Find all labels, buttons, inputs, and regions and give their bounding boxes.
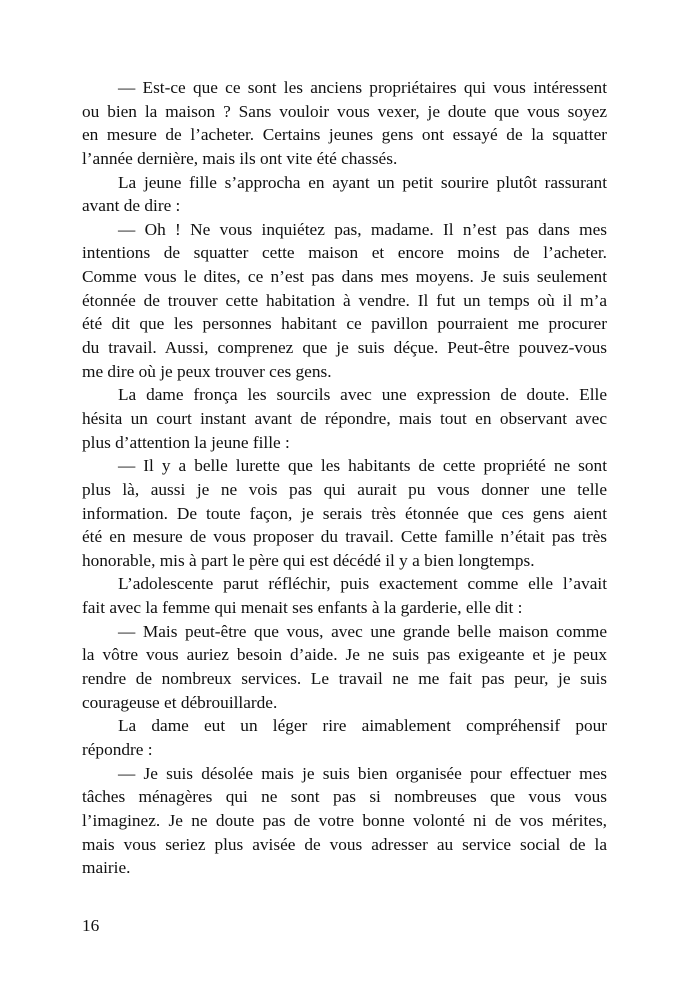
text-line: l’imaginez. Je ne doute pas de votre bonne volonté ni de vos mérites, — [82, 810, 607, 830]
text-line: honorable, mis à part le père qui est décédé il y a bien longtemps. — [82, 550, 535, 570]
text-line: mairie. — [82, 858, 131, 878]
text-line: mais vous seriez plus avisée de vous adresser au service social de la — [82, 834, 607, 854]
paragraph — [82, 383, 607, 454]
text-line: — Mais peut-être que vous, avec une grande belle maison comme — [118, 621, 607, 641]
paragraph — [82, 171, 607, 218]
text-line: Comme vous le dites, ce n’est pas dans mes moyens. Je suis seulement — [82, 267, 607, 287]
paragraph — [82, 620, 607, 715]
text-line: me dire où je peux trouver ces gens. — [82, 361, 332, 381]
text-line: la vôtre vous auriez besoin d’aide. Je ne suis pas exigeante et je peux — [82, 645, 607, 665]
text-line: plus là, aussi je ne vois pas qui aurait pu vous donner une telle — [82, 479, 607, 499]
text-line: L’adolescente parut réfléchir, puis exactement comme elle l’avait — [118, 574, 607, 594]
text-line: du travail. Aussi, comprenez que je suis déçue. Peut-être pouvez-vous — [82, 338, 607, 358]
text-line: information. De toute façon, je serais très étonnée que ces gens aient — [82, 503, 607, 523]
paragraph — [82, 218, 607, 383]
text-line: été en mesure de vous proposer du travail. Cette famille n’était pas très — [82, 527, 607, 547]
text-line: La jeune fille s’approcha en ayant un petit sourire plutôt rassurant — [118, 172, 607, 192]
text-line: La dame eut un léger rire aimablement compréhensif pour — [118, 716, 607, 736]
text-line: été dit que les personnes habitant ce pavillon pourraient me procurer — [82, 314, 607, 334]
text-line: étonnée de trouver cette habitation à vendre. Il fut un temps où il m’a — [82, 290, 607, 310]
text-line: La dame fronça les sourcils avec une expression de doute. Elle — [118, 385, 607, 405]
text-line: rendre de nombreux services. Le travail ne me fait pas peur, je suis — [82, 669, 607, 689]
page-number: 16 — [82, 916, 100, 935]
text-line: répondre : — [82, 739, 153, 759]
text-line: avant de dire : — [82, 196, 181, 216]
text-line: hésita un court instant avant de répondre, mais tout en observant avec — [82, 408, 607, 428]
paragraph — [82, 762, 607, 880]
text-line: ou bien la maison ? Sans vouloir vous vexer, je doute que vous soyez — [82, 101, 607, 121]
text-line: plus d’attention la jeune fille : — [82, 432, 290, 452]
paragraph — [82, 572, 607, 619]
body-text — [82, 76, 607, 880]
text-line: — Est-ce que ce sont les anciens propriétaires qui vous intéressent — [118, 78, 607, 97]
text-line: — Oh ! Ne vous inquiétez pas, madame. Il n’est pas dans mes — [118, 219, 607, 239]
text-line: courageuse et débrouillarde. — [82, 692, 278, 712]
paragraph — [82, 76, 607, 171]
text-line: fait avec la femme qui menait ses enfants à la garderie, elle dit : — [82, 598, 523, 618]
text-line: — Je suis désolée mais je suis bien organisée pour effectuer mes — [118, 763, 607, 783]
text-line: intentions de squatter cette maison et encore moins de l’acheter. — [82, 243, 607, 263]
text-line: tâches ménagères qui ne sont pas si nombreuses que vous vous — [82, 787, 607, 807]
paragraph — [82, 714, 607, 761]
paragraph — [82, 454, 607, 572]
text-line: en mesure de l’acheter. Certains jeunes gens ont essayé de la squatter — [82, 125, 607, 145]
text-line: l’année dernière, mais ils ont vite été chassés. — [82, 148, 398, 168]
text-line: — Il y a belle lurette que les habitants de cette propriété ne sont — [118, 456, 607, 476]
